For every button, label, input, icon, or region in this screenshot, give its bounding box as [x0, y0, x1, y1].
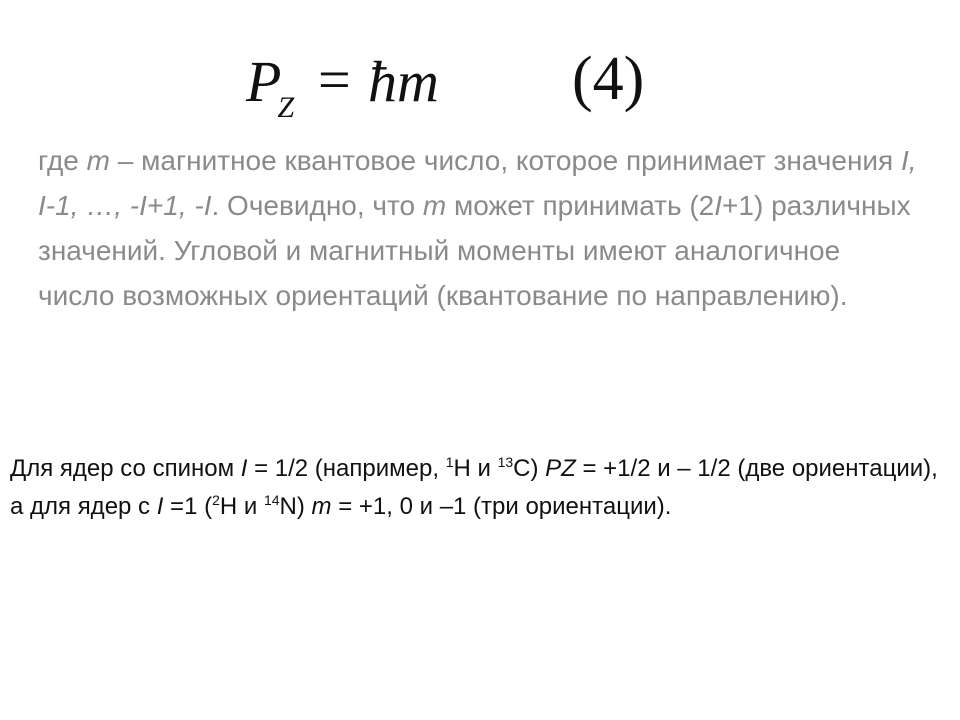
note-text: N): [279, 493, 312, 520]
formula-lhs: [246, 48, 295, 124]
note-i-symbol: I: [156, 493, 164, 520]
formula-p-symbol: P: [246, 49, 282, 114]
desc-text: . Очевидно, что: [211, 190, 423, 221]
note-text: =1 (: [163, 493, 213, 520]
desc-m-symbol: m: [86, 145, 110, 176]
note-m-symbol: m: [311, 493, 332, 520]
desc-i-symbol: I: [714, 190, 723, 221]
formula-subscript: Z: [277, 91, 295, 124]
note-text: = 1/2 (например,: [247, 455, 446, 482]
note-text: Для ядер со спином: [10, 455, 241, 482]
formula-number: (4): [572, 45, 645, 113]
note-isotope-mass: 13: [497, 454, 514, 470]
formula-rhs: ħm: [368, 49, 439, 114]
nuclear-spin-note: [10, 450, 950, 526]
desc-text: может принимать (2: [446, 190, 715, 221]
desc-text: – магнитное квантовое число, которое принимает значения: [109, 145, 901, 176]
note-isotope-mass: 1: [445, 454, 454, 470]
note-isotope-mass: 14: [263, 492, 280, 508]
note-isotope-mass: 2: [212, 492, 220, 508]
note-text: H и: [219, 493, 264, 520]
desc-values: I, I-1, …, -I+1, -I: [38, 145, 917, 221]
desc-text: +1) различных значений. Угловой и магнитный моменты имеют аналогичное число возможных ориентаций (квантование по направлению).: [38, 190, 911, 311]
note-text: H и: [453, 455, 498, 482]
note-i-symbol: I: [240, 455, 248, 482]
description-paragraph: [38, 138, 918, 318]
desc-text: где: [38, 145, 87, 176]
note-text: C): [513, 455, 546, 482]
desc-m-symbol: m: [422, 190, 447, 221]
note-text: = +1, 0 и –1 (три ориентации).: [331, 493, 672, 520]
formula-equals: =: [318, 47, 351, 112]
note-pz-symbol: PZ: [545, 455, 576, 482]
formula-4: [0, 40, 960, 130]
note-text: = +1/2 и – 1/2 (две ориентации), а для ядер с: [10, 455, 938, 520]
